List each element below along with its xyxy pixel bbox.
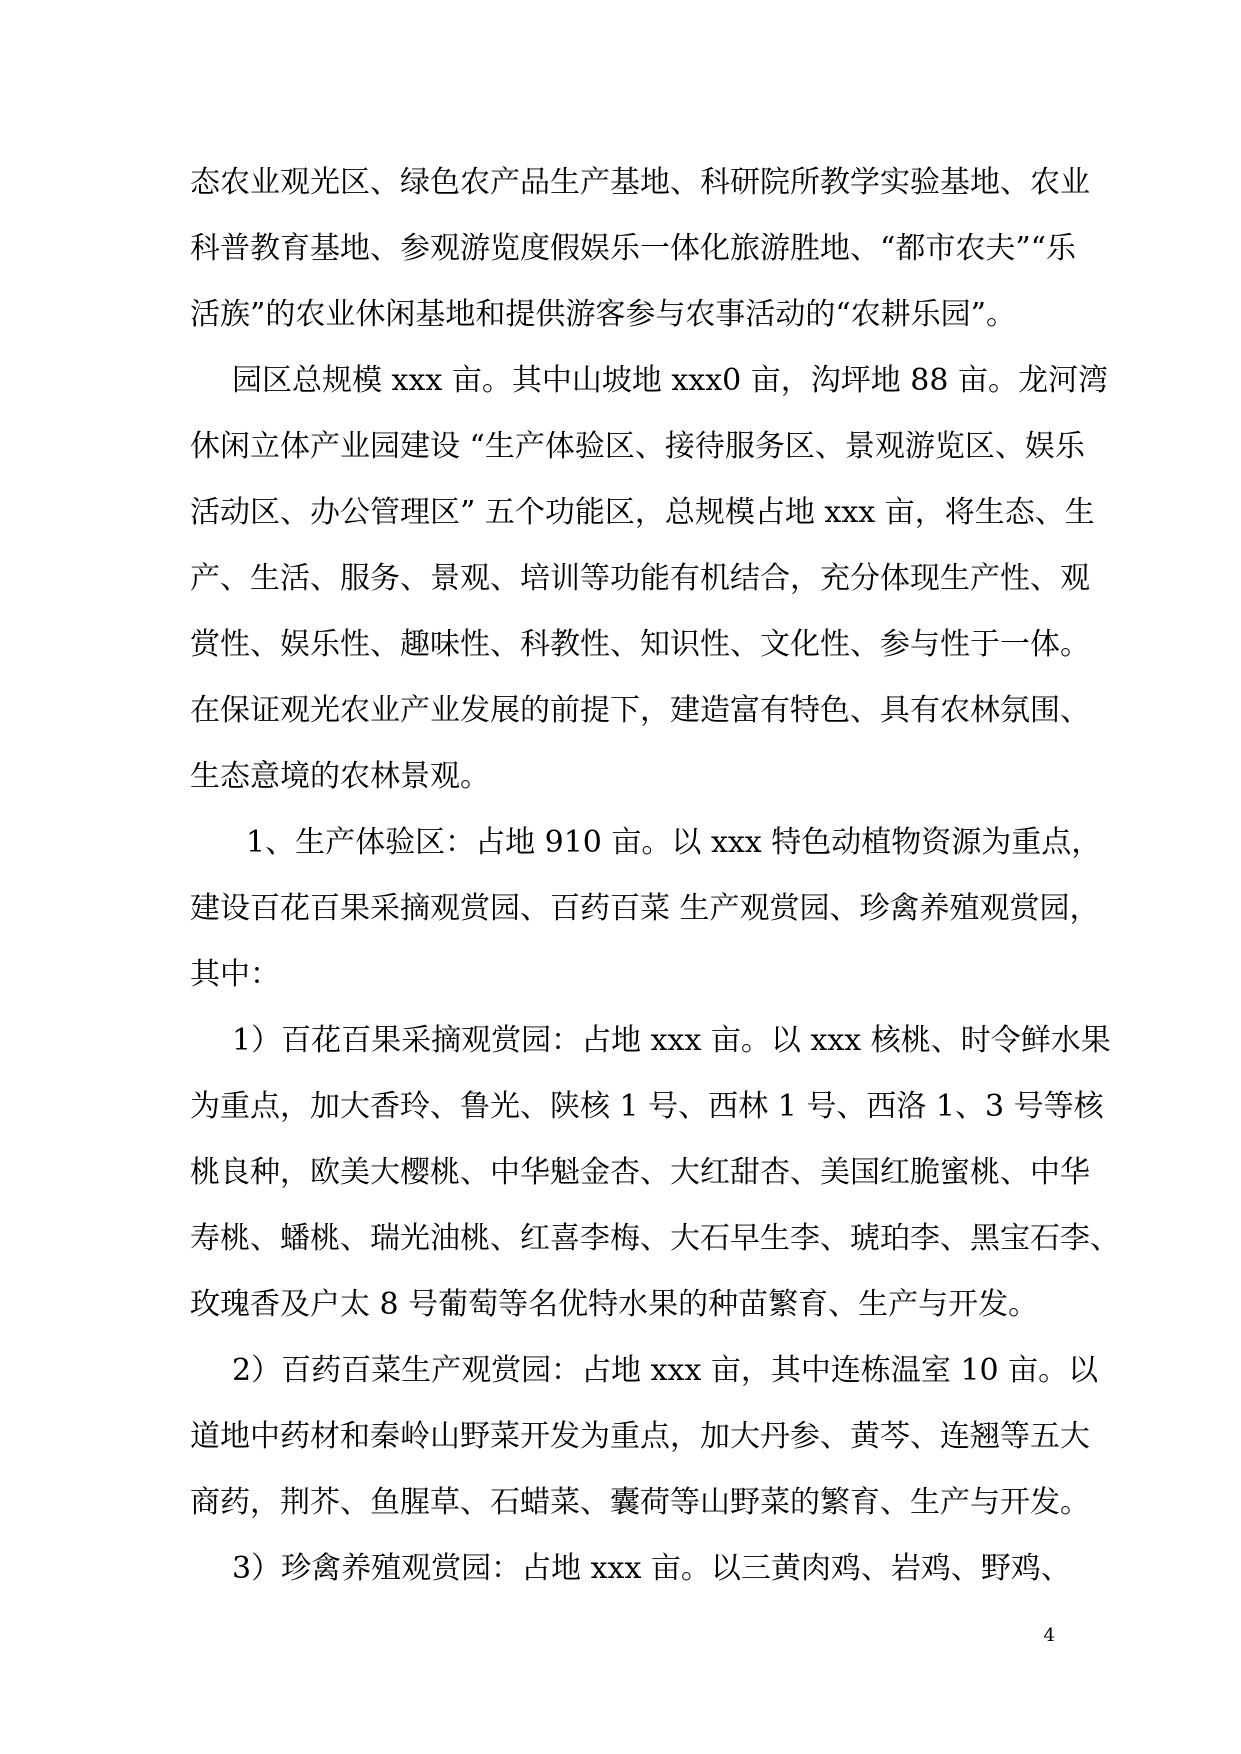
text-line: 建设百花百果采摘观赏园、百药百菜 生产观赏园、珍禽养殖观赏园， — [190, 891, 1100, 926]
text-line: 为重点，加大香玲、鲁光、陕核 1 号、西林 1 号、西洛 1、3 号等核 — [190, 1089, 1104, 1124]
text-line: 科普教育基地、参观游览度假娱乐一体化旅游胜地、“都市农夫”“乐 — [190, 231, 1077, 266]
text-line: 3）珍禽养殖观赏园：占地 xxx 亩。以三黄肉鸡、岩鸡、野鸡、 — [232, 1551, 1071, 1586]
text-line: 生态意境的农林景观。 — [190, 759, 490, 794]
text-line: 桃良种，欧美大樱桃、中华魁金杏、大红甜杏、美国红脆蜜桃、中华 — [190, 1155, 1090, 1190]
text-line: 寿桃、蟠桃、瑞光油桃、红喜李梅、大石早生李、琥珀李、黑宝石李、 — [190, 1221, 1120, 1256]
text-line: 活动区、办公管理区” 五个功能区，总规模占地 xxx 亩，将生态、生 — [190, 495, 1095, 530]
text-line: 产、生活、服务、景观、培训等功能有机结合，充分体现生产性、观 — [190, 561, 1090, 596]
text-line: 道地中药材和秦岭山野菜开发为重点，加大丹参、黄芩、连翘等五大 — [190, 1419, 1090, 1454]
text-line: 1、生产体验区：占地 910 亩。以 xxx 特色动植物资源为重点， — [246, 825, 1102, 860]
text-line: 商药，荆芥、鱼腥草、石蜡菜、囊荷等山野菜的繁育、生产与开发。 — [190, 1485, 1090, 1520]
text-line: 其中： — [190, 957, 280, 992]
text-line: 2）百药百菜生产观赏园：占地 xxx 亩，其中连栋温室 10 亩。以 — [232, 1353, 1099, 1388]
text-line: 休闲立体产业园建设 “生产体验区、接待服务区、景观游览区、娱乐 — [190, 429, 1085, 464]
text-line: 赏性、娱乐性、趣味性、科教性、知识性、文化性、参与性于一体。 — [190, 627, 1090, 662]
text-line: 在保证观光农业产业发展的前提下，建造富有特色、具有农林氛围、 — [190, 693, 1090, 728]
text-line: 玫瑰香及户太 8 号葡萄等名优特水果的种苗繁育、生产与开发。 — [190, 1287, 1039, 1322]
text-line: 态农业观光区、绿色农产品生产基地、科研院所教学实验基地、农业 — [190, 165, 1090, 200]
page-number: 4 — [1043, 1625, 1055, 1646]
text-line: 活族”的农业休闲基地和提供游客参与农事活动的“农耕乐园”。 — [190, 297, 1017, 332]
text-line: 1）百花百果采摘观赏园：占地 xxx 亩。以 xxx 核桃、时令鲜水果 — [232, 1023, 1111, 1058]
text-line: 园区总规模 xxx 亩。其中山坡地 xxx0 亩，沟坪地 88 亩。龙河湾 — [232, 363, 1108, 398]
